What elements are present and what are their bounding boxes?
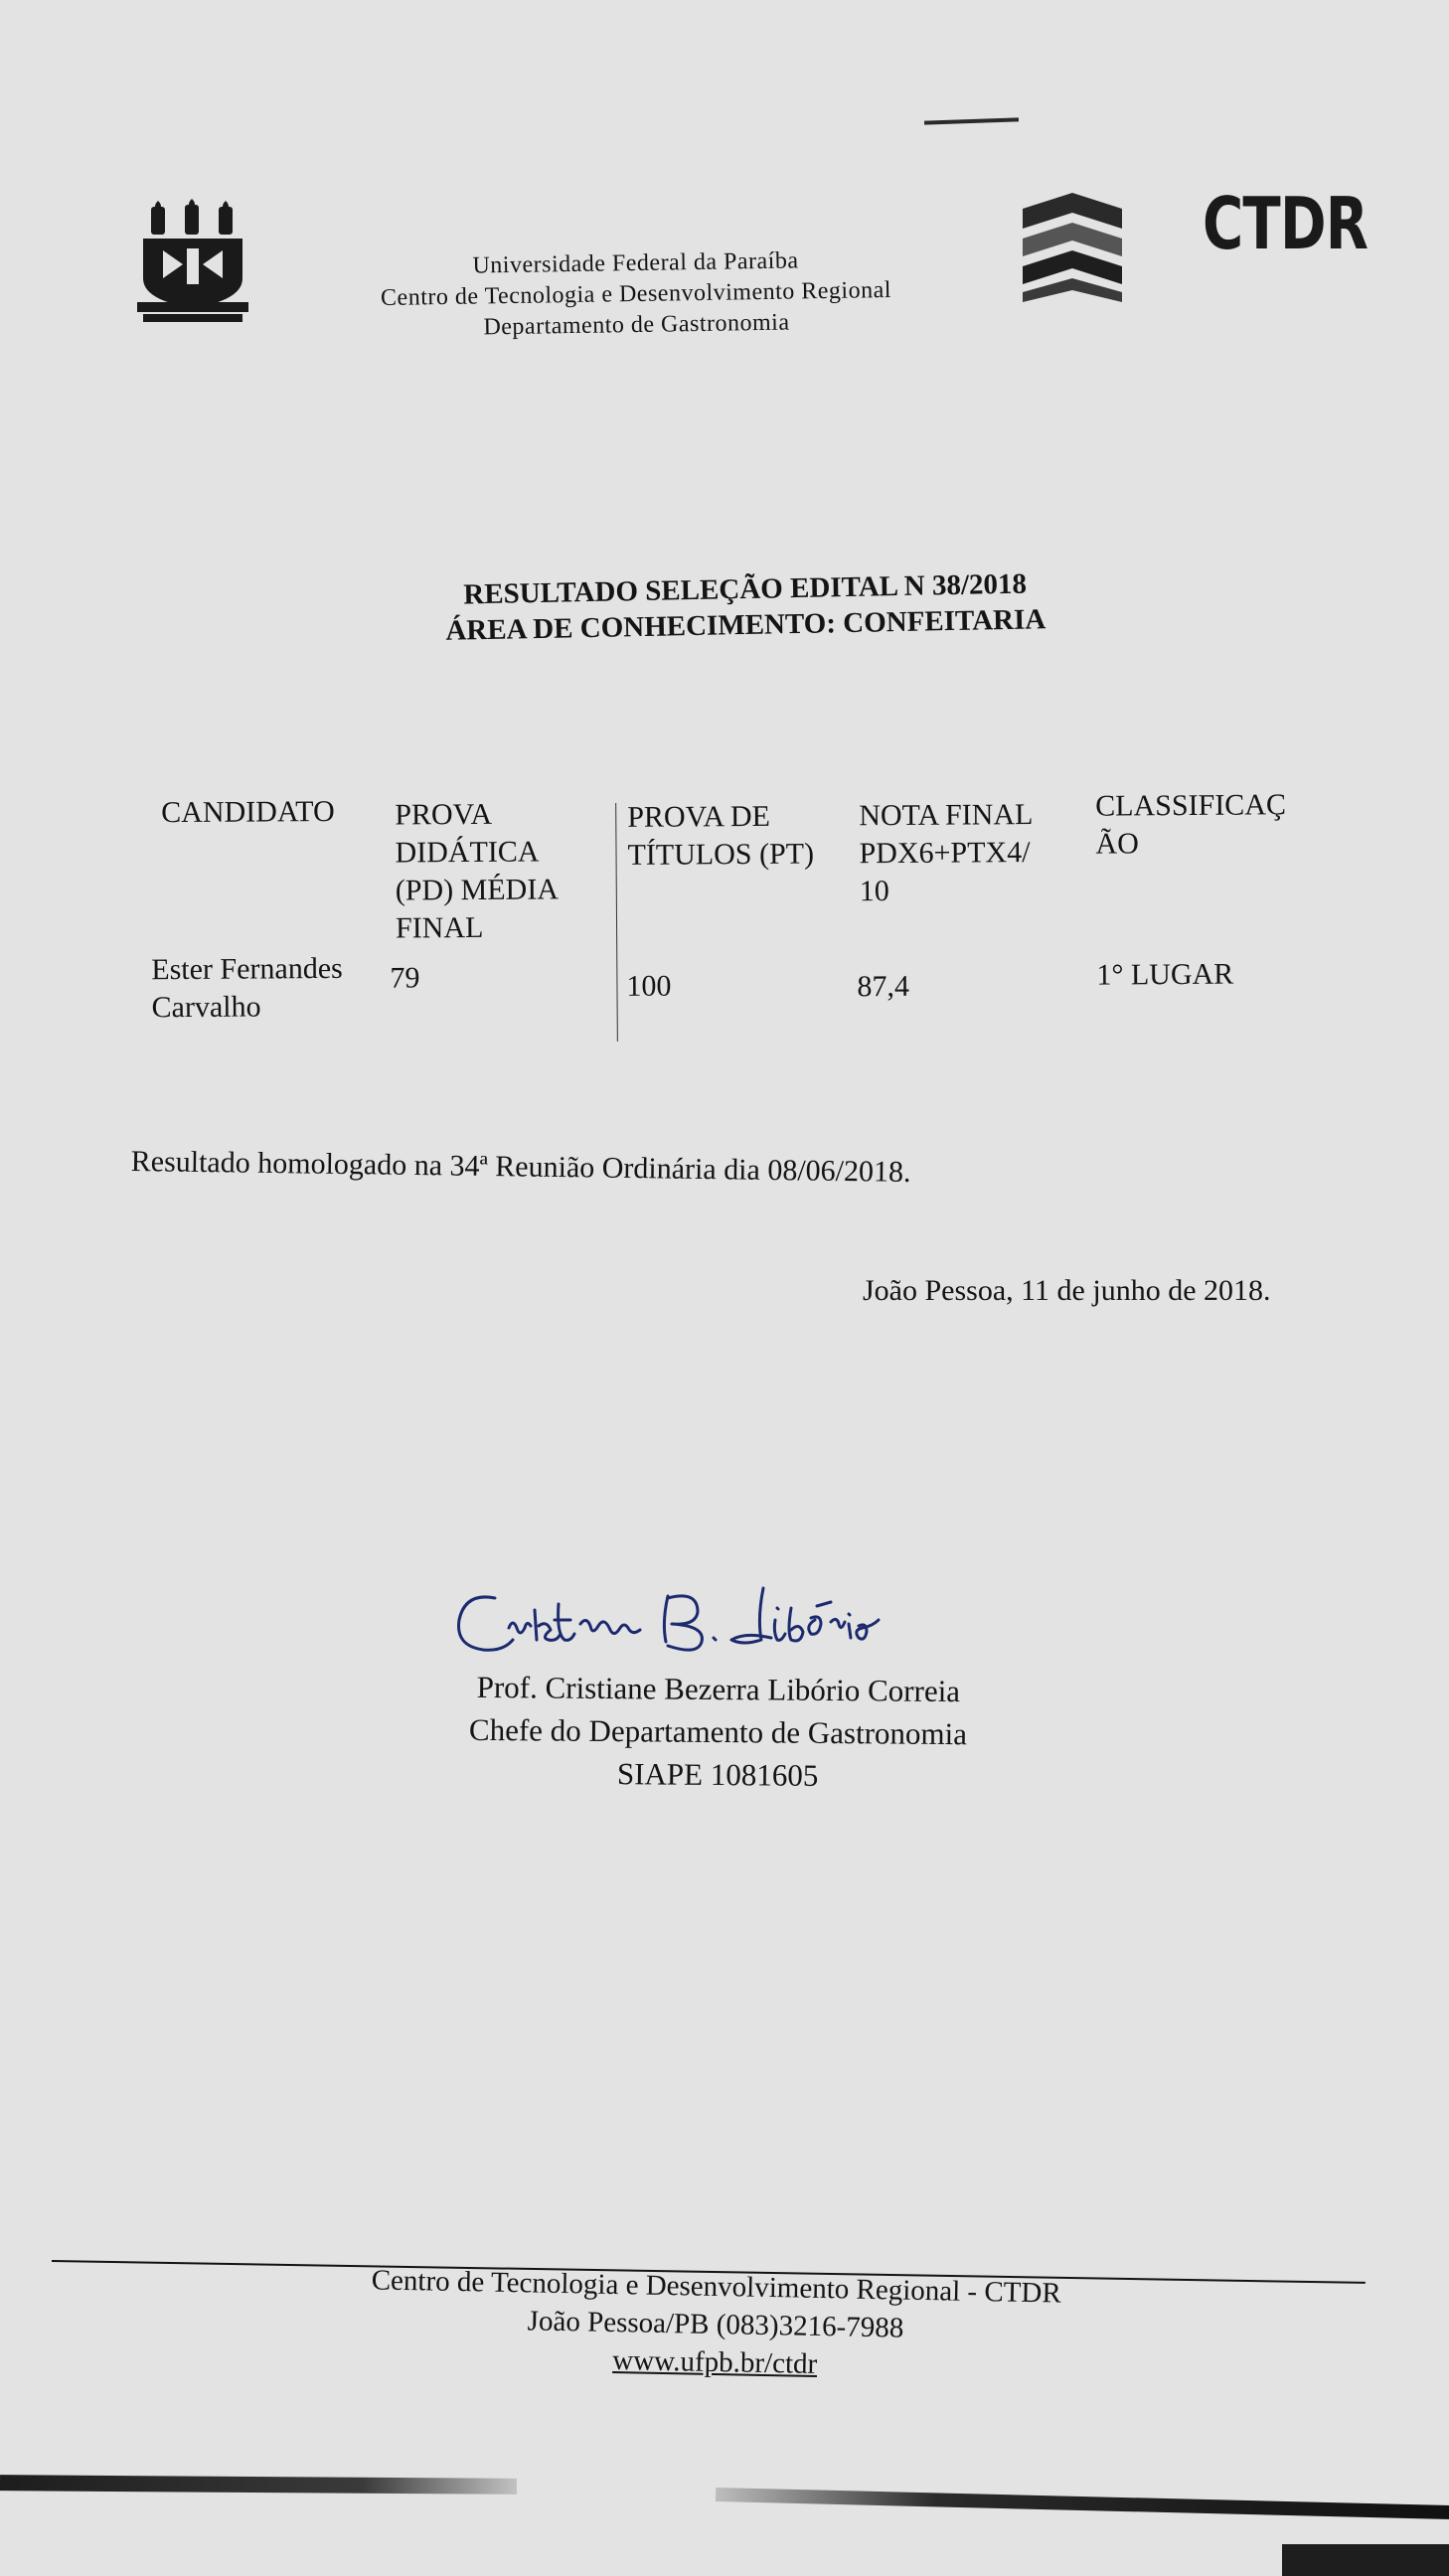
footer-contact: João Pessoa/PB (083)3216-7988 xyxy=(527,2305,904,2344)
cell-pt-score: 100 xyxy=(626,969,672,1003)
header-candidato: CANDIDATO xyxy=(161,794,335,830)
center-name: Centro de Tecnologia e Desenvolvimento Regional xyxy=(380,276,892,312)
signer-block xyxy=(397,1665,1039,1799)
ctdr-logo-chevrons xyxy=(1019,189,1138,308)
scan-artifact-bottom-right xyxy=(716,2488,1449,2519)
ctdr-logo-text: CTDR xyxy=(1203,182,1368,265)
table-divider xyxy=(615,803,618,1042)
cell-pd-score: 79 xyxy=(390,961,420,995)
university-crest-logo xyxy=(133,199,252,328)
scan-artifact-corner xyxy=(1282,2544,1449,2576)
university-name: Universidade Federal da Paraíba xyxy=(472,247,799,279)
title-line-2: ÁREA DE CONHECIMENTO: CONFEITARIA xyxy=(445,603,1046,647)
signer-name: Prof. Cristiane Bezerra Libório Correia xyxy=(476,1669,961,1709)
signer-role: Chefe do Departamento de Gastronomia xyxy=(468,1711,968,1752)
header-nota-final: NOTA FINAL PDX6+PTX4/ 10 xyxy=(859,798,1034,908)
signer-siape: SIAPE 1081605 xyxy=(616,1756,819,1793)
place-date: João Pessoa, 11 de junho de 2018. xyxy=(863,1274,1271,1307)
cell-classification: 1° LUGAR xyxy=(1096,957,1234,992)
header-prova-titulos: PROVA DE TÍTULOS (PT) xyxy=(627,799,815,872)
scan-artifact-top xyxy=(924,117,1019,124)
scan-artifact-bottom-left xyxy=(0,2475,517,2495)
footer xyxy=(297,2260,1134,2389)
header-classificacao: CLASSIFICAÇ ÃO xyxy=(1095,788,1287,861)
handwritten-signature xyxy=(447,1580,885,1670)
cell-final-score: 87,4 xyxy=(857,969,910,1004)
header-prova-didatica: PROVA DIDÁTICA (PD) MÉDIA FINAL xyxy=(395,797,560,945)
document-title xyxy=(327,564,1163,651)
footer-center-name: Centro de Tecnologia e Desenvolvimento Regional - CTDR xyxy=(371,2264,1062,2310)
institution-header xyxy=(317,243,954,346)
department-name: Departamento de Gastronomia xyxy=(483,309,790,341)
results-table xyxy=(138,786,1372,1053)
footer-website-link[interactable]: www.ufpb.br/ctdr xyxy=(612,2344,818,2380)
cell-candidate: Ester Fernandes Carvalho xyxy=(151,951,343,1025)
title-line-1: RESULTADO SELEÇÃO EDITAL N 38/2018 xyxy=(463,567,1028,611)
homologation-statement: Resultado homologado na 34ª Reunião Ordinária dia 08/06/2018. xyxy=(130,1145,911,1189)
